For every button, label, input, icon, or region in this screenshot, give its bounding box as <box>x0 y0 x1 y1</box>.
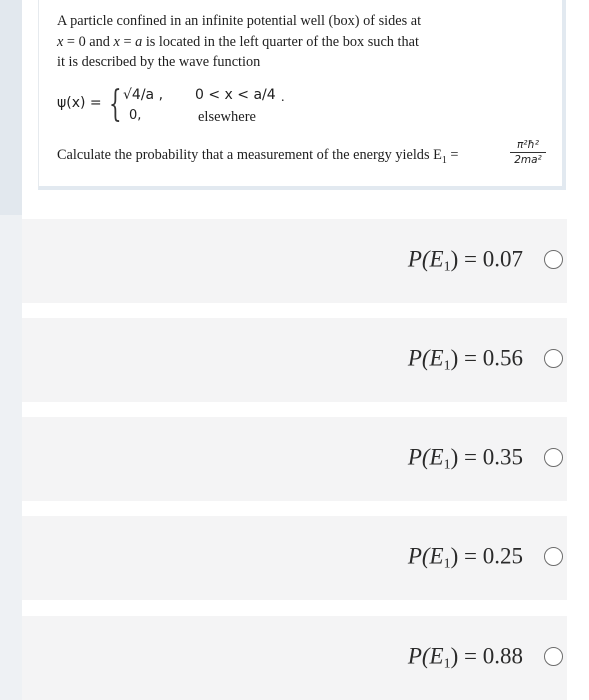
label-pre: P(E <box>407 345 444 371</box>
calc-sub: 1 <box>441 154 447 166</box>
radio-button[interactable] <box>544 349 563 368</box>
radio-button[interactable] <box>544 448 563 467</box>
answer-option-1[interactable] <box>22 219 567 303</box>
text-seg: = 0 and <box>63 33 114 50</box>
energy-fraction <box>510 139 546 166</box>
calc-eq: = <box>446 147 459 163</box>
answer-option-5[interactable] <box>22 616 567 700</box>
calc-main: Calculate the probability that a measurement of the energy yields E <box>57 147 442 163</box>
text-seg: = <box>119 33 136 50</box>
case1-condition: 0 < x < a/4 <box>195 87 276 103</box>
label-sub: 1 <box>443 358 451 374</box>
brace-symbol: { <box>109 84 122 125</box>
label-sub: 1 <box>443 556 451 572</box>
label-pre: P(E <box>407 543 444 569</box>
stripe-segment <box>0 0 22 215</box>
label-pre: P(E <box>407 246 444 272</box>
question-text <box>57 11 517 73</box>
question-line-1: A particle confined in an infinite potential well (box) of sides at <box>57 13 422 29</box>
answer-label <box>408 247 523 276</box>
answer-option-4[interactable] <box>22 516 567 600</box>
radio-button[interactable] <box>544 547 563 566</box>
answer-label <box>408 346 523 375</box>
radio-button[interactable] <box>544 250 563 269</box>
answer-option-2[interactable] <box>22 318 567 402</box>
radio-button[interactable] <box>544 647 563 666</box>
case2-condition: elsewhere <box>198 109 256 125</box>
case2-value: 0, <box>129 108 142 123</box>
var-x: x <box>57 33 64 50</box>
calculation-prompt <box>57 139 577 178</box>
label-pre: P(E <box>407 444 444 470</box>
label-post: ) = 0.56 <box>450 345 523 371</box>
var-x: x <box>113 33 120 50</box>
period: . <box>281 90 285 105</box>
case1-value: √4/a , <box>123 87 164 103</box>
answer-label <box>408 544 523 573</box>
text-seg: is located in the left quarter of the box such that <box>142 33 419 50</box>
fraction-numerator: π²ħ² <box>510 139 546 153</box>
label-post: ) = 0.07 <box>450 246 523 272</box>
label-sub: 1 <box>443 259 451 275</box>
label-post: ) = 0.35 <box>450 444 523 470</box>
label-post: ) = 0.88 <box>450 643 523 669</box>
label-sub: 1 <box>443 656 451 672</box>
left-stripe <box>0 0 22 700</box>
answer-option-3[interactable] <box>22 417 567 501</box>
question-card <box>38 0 566 190</box>
var-a: a <box>135 33 143 50</box>
label-sub: 1 <box>443 457 451 473</box>
label-post: ) = 0.25 <box>450 543 523 569</box>
question-line-3: it is described by the wave function <box>57 54 261 70</box>
fraction-denominator: 2ma² <box>514 154 542 166</box>
answer-label <box>408 445 523 474</box>
label-pre: P(E <box>407 643 444 669</box>
calc-text <box>57 147 458 166</box>
psi-label: ψ(x) = <box>57 95 102 111</box>
answer-label <box>408 644 523 673</box>
question-line-2 <box>57 32 517 53</box>
wave-function <box>57 86 357 130</box>
